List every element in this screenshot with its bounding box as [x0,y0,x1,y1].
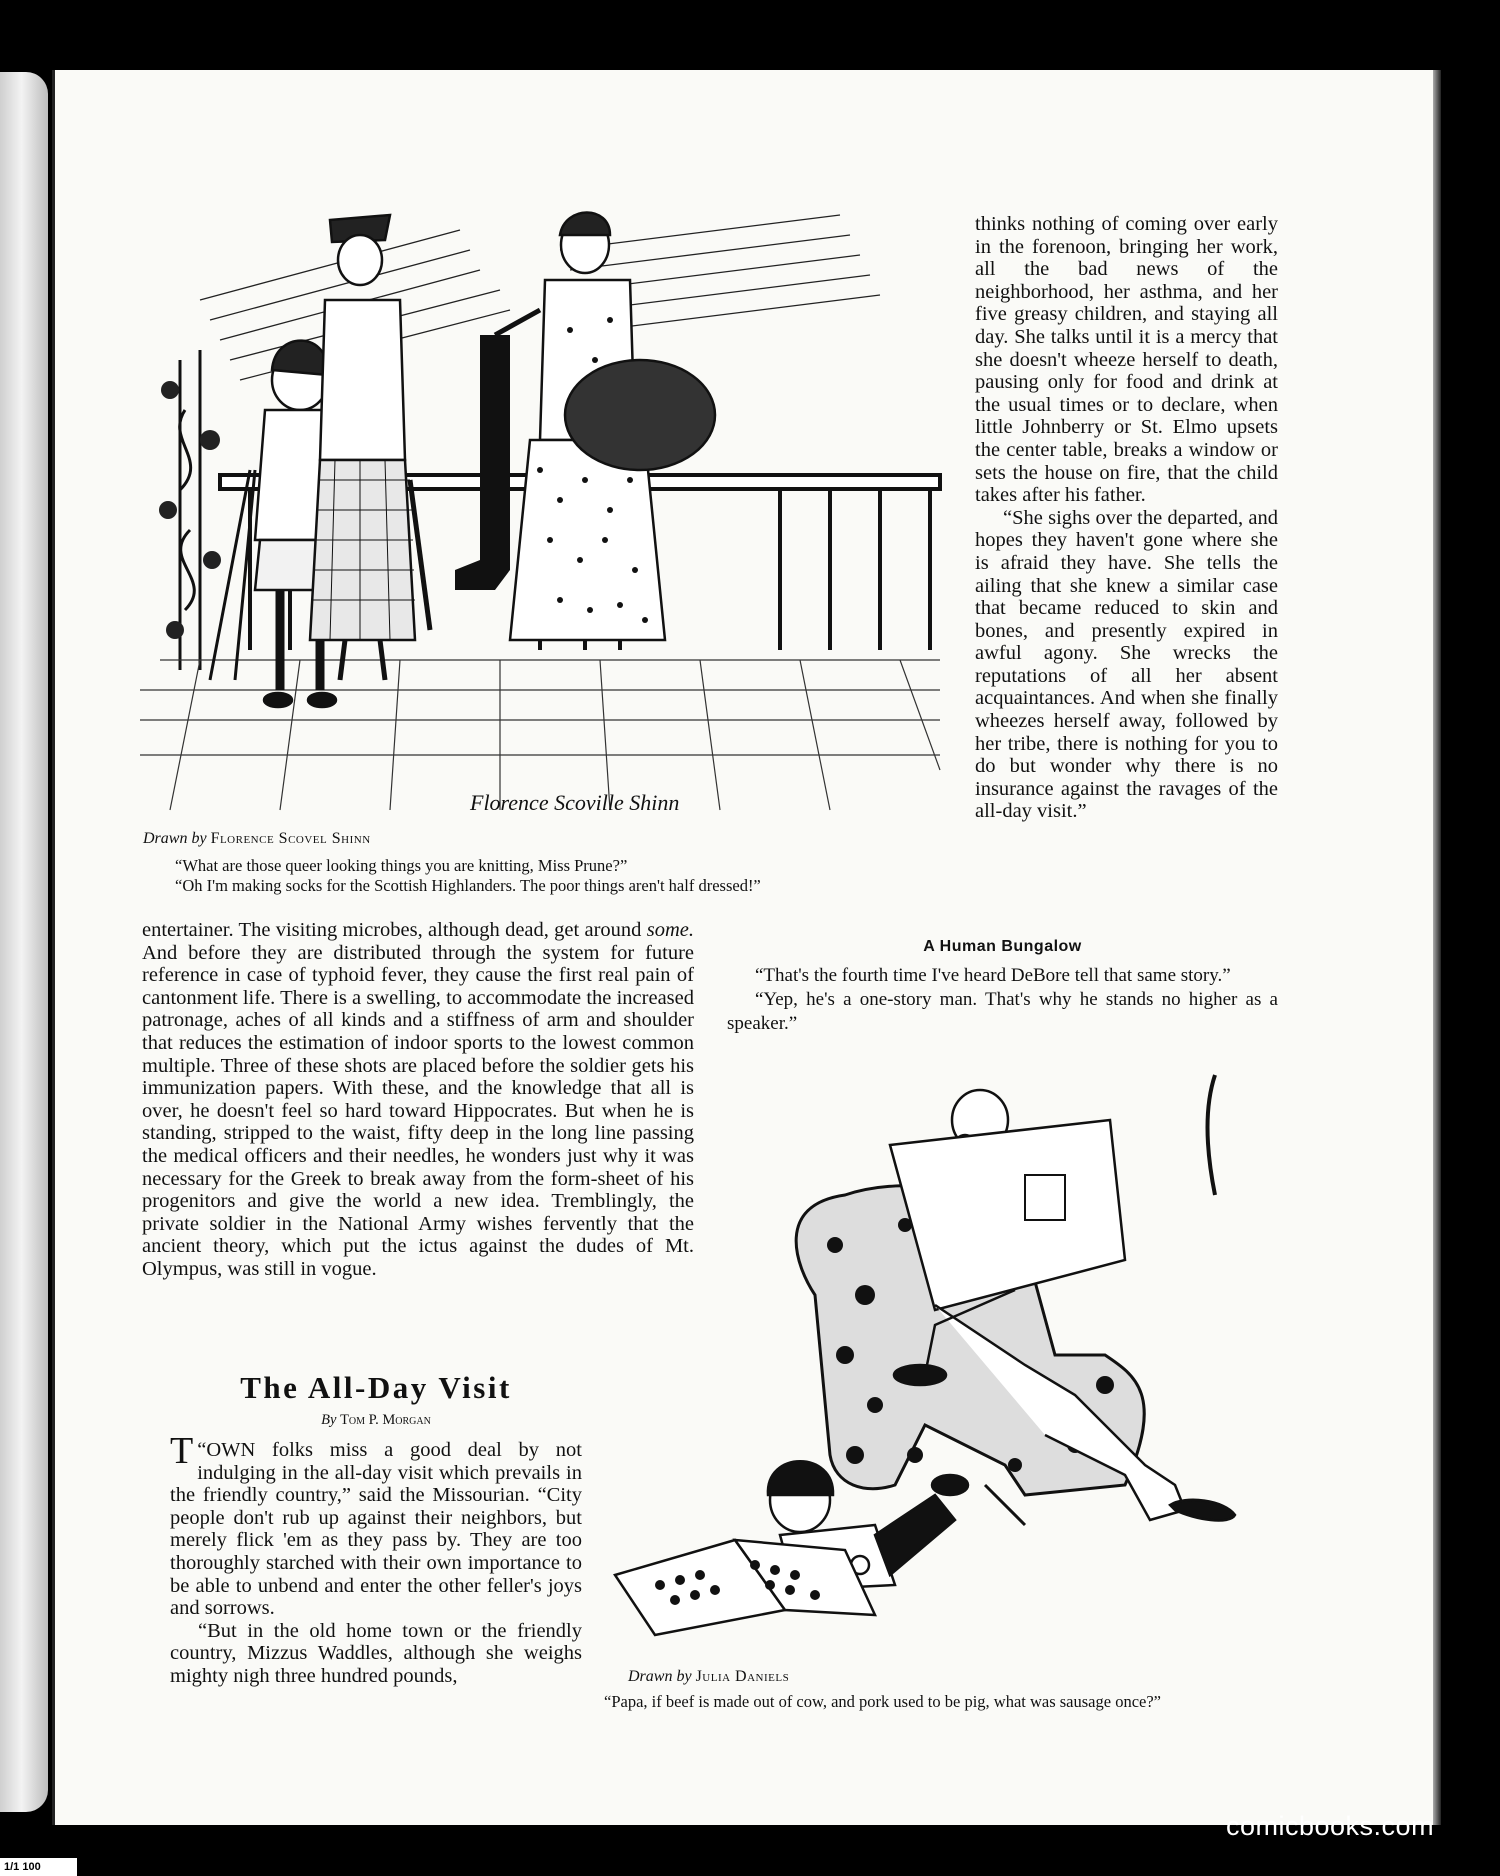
credit-prefix: Drawn by [143,830,207,847]
porch-floor [140,660,940,810]
knitted-stocking [455,335,510,590]
drop-cap: T [170,1430,194,1472]
credit-prefix: Drawn by [628,1668,692,1685]
previous-page-edge [0,72,48,1812]
joke-line: “That's the fourth time I've heard DeBore tell that same story.” [755,965,1231,986]
paragraph: “But in the old home town or the friendly country, Mizzus Waddles, although she weighs mighty nigh three hundred pounds, [170,1619,582,1687]
right-column-continuation [975,213,1278,823]
paragraph: “She sighs over the departed, and hopes they haven't gone where she is afraid they have. She tells the ailing that she knew a similar case that became reduced to skin and bones, and presently expired in awful agony. She wrecks the reputations of all her absent acquaintances. And when she finally wheezes herself away, followed by her tribe, there is nothing for you to do but wonder why there is no insurance against the ravages of the all-day visit.” [975,506,1278,823]
artist-signature: Florence Scoville Shinn [470,790,680,815]
corner-tag: 1/1 100 [0,1858,77,1876]
young-woman-figure [310,215,430,680]
page-edge-shadow [1433,70,1441,1825]
article-all-day-visit [170,1370,582,1688]
bottom-illustration-credit [628,1668,1278,1686]
vine [180,350,200,670]
joke-heading: A Human Bungalow [923,938,1082,955]
joke-line: “Yep, he's a one-story man. That's why he stands no higher as a speaker.” [727,989,1278,1034]
caption-answer: “Oh I'm making socks for the Scottish Highlanders. The poor things aren't half dressed!” [175,876,761,895]
paragraph: “ T OWN folks miss a good deal by not indulging in the all-day visit which prevails in the friendly country,” said the Missourian. “City people don't rub up against their neighbors, but merely flick 'em as they pass by. They are too thoroughly starched with their own importance to be able to unbend and enter the other feller's joys and sorrows. [170,1430,582,1620]
bottom-illustration-caption [604,1668,1278,1712]
caption-sausage: “Papa, if beef is made out of cow, and pork used to be pig, what was sausage once?” [604,1692,1161,1711]
article-byline [170,1412,582,1429]
top-illustration-credit [143,830,963,848]
open-book [615,1540,875,1635]
newspaper-reader-illustration [605,1065,1285,1675]
opening-word: OWN [206,1439,256,1461]
caption-question: “What are those queer looking things you are knitting, Miss Prune?” [175,856,628,875]
article-title: The All-Day Visit [240,1370,512,1405]
site-watermark: comicbooks.com [1226,1811,1435,1841]
text-run: And before they are distributed through the system for future reference in case of typhoid fever, they cause the first real pain of cantonment life. There is a swelling, to accommodate the increased patronage, aches of all kinds and a stiffness of arm and shoulder that reduces the estimation of indoor sports to the lowest common multiple. Three of these shots are placed before the soldier gets his immunization papers. With these, and the knowledge that all is over, he doesn't feel so hard toward Hippocrates. But when he is standing, stripped to the waist, fifty deep in the long line passing the medical officers and their needles, he wonders just why it was necessary for the Greek to break away from the form-sheet of his progenitors and give the world a new idea. Tremblingly, the private soldier in the National Army wishes fervently that the ancient theory, which put the ictus against the dudes of Mt. Olympus, was still in vogue. [142,941,694,1280]
joke-human-bungalow [727,938,1278,1036]
credit-artist-name: Florence Scovel Shinn [210,830,371,847]
emphasis: some. [646,919,694,941]
credit-artist-name: Julia Daniels [695,1668,790,1685]
byline-author: Tom P. Morgan [340,1412,431,1428]
paragraph: thinks nothing of coming over early in the forenoon, bringing her work, all the bad news of the neighborhood, her asthma, and her five greasy children, and staying all day. She talks until it is a mercy that she doesn't wheeze herself to death, pausing only for food and drink at the usual times or to declare, when little Johnberry or St. Elmo upsets the center table, breaks a window or sets the house on fire, that the child takes after his father. [975,213,1278,507]
text-run: entertainer. The visiting microbes, although dead, get around [142,919,647,941]
knitting-illustration [140,210,960,825]
top-illustration-caption [143,830,963,896]
vine-leaves [159,381,221,639]
byline-prefix: By [321,1412,337,1428]
text-run: folks miss a good deal by not indulging in the all-day visit which prevails in the friendly country,” said the Missourian. “City people don't rub up against their neighbors, but merely flick 'em as they pass by. They are too thoroughly starched with their own importance to be able to unbend and enter the other feller's joys and sorrows. [170,1439,582,1620]
